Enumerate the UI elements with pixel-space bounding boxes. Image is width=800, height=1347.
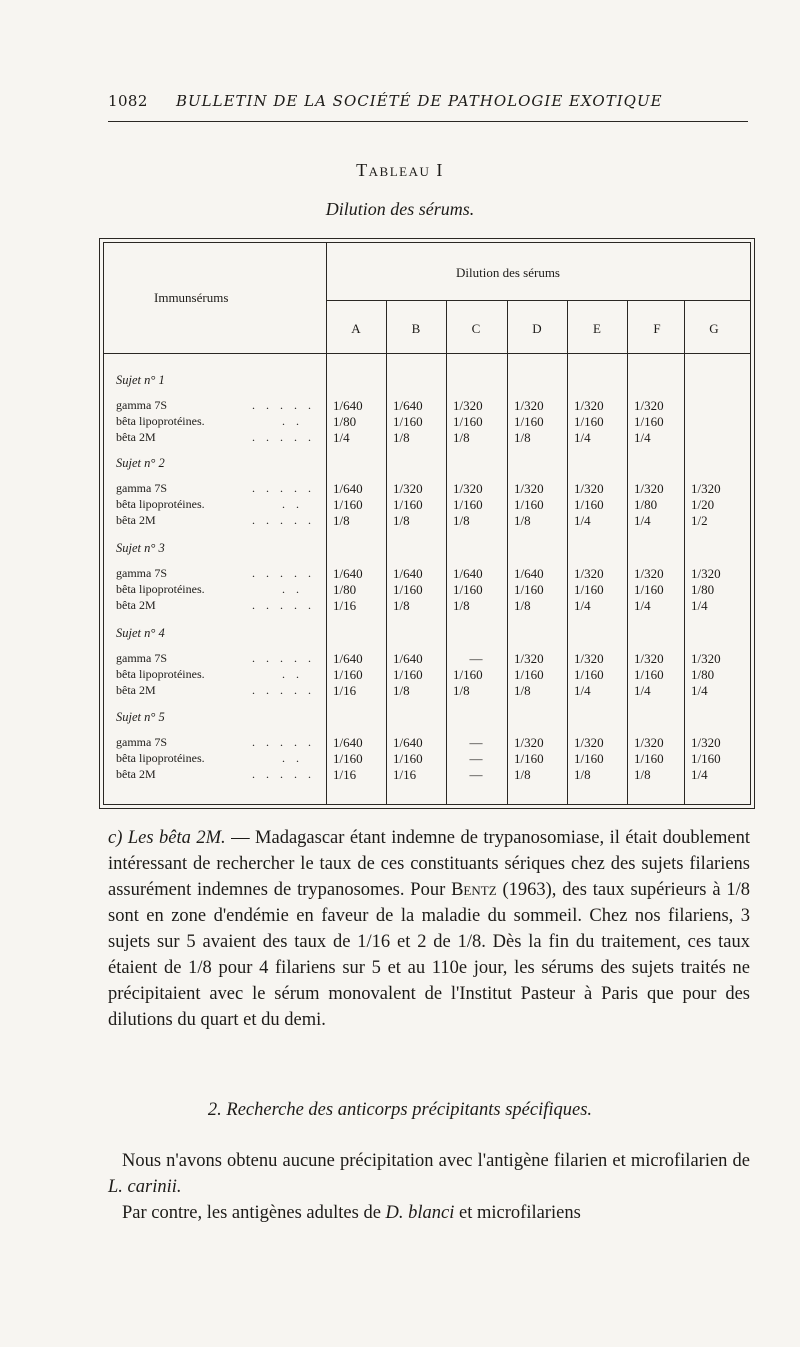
row-label: bêta lipoprotéines.	[116, 497, 205, 511]
subject-label: Sujet n° 1	[116, 373, 165, 387]
table-cell: 1/8	[453, 598, 470, 613]
table-cell: 1/160	[574, 414, 604, 429]
table-cell: 1/320	[453, 398, 483, 413]
table-cell: 1/320	[691, 735, 721, 750]
table-cell: 1/320	[634, 735, 664, 750]
table-cell: 1/8	[333, 513, 350, 528]
leader-dots: . . . . .	[252, 735, 315, 749]
subject-label: Sujet n° 3	[116, 541, 165, 555]
leader-dots: . .	[282, 667, 303, 681]
table-cell: —	[469, 767, 483, 782]
table-cell: 1/160	[574, 751, 604, 766]
column-rule	[386, 300, 387, 804]
leader-dots: . .	[282, 751, 303, 765]
table-cell: 1/80	[691, 582, 715, 597]
table-cell: 1/8	[393, 598, 410, 613]
column-header-f: F	[653, 321, 661, 336]
paragraph-text: — Madagascar étant indemne de trypanosomiase, il était doublement intéressant de rechercher le taux de ces constituants sériques chez des sujets filariens assurément indemnes de trypanosomes. Pour	[108, 828, 750, 900]
table-cell: 1/80	[634, 497, 658, 512]
table-cell: 1/160	[393, 497, 423, 512]
table-cell: 1/2	[691, 513, 708, 528]
paragraph-text: et microfilariens	[454, 1203, 581, 1223]
row-label: bêta lipoprotéines.	[116, 751, 205, 765]
subject-label: Sujet n° 2	[116, 456, 165, 470]
table-cell: 1/320	[393, 481, 423, 496]
dilution-table	[103, 242, 751, 805]
paragraph-text: Nous n'avons obtenu aucune précipitation avec l'antigène filarien et microfilarien de	[122, 1151, 750, 1171]
table-cell: 1/320	[574, 398, 604, 413]
leader-dots: . . . . .	[252, 430, 315, 444]
row-label: bêta lipoprotéines.	[116, 414, 205, 428]
leader-dots: . . . . .	[252, 566, 315, 580]
table-cell: 1/8	[453, 430, 470, 445]
table-cell: 1/8	[393, 683, 410, 698]
column-rule	[446, 300, 447, 804]
header-rule-body	[104, 353, 750, 354]
table-cell: 1/640	[333, 398, 363, 413]
table-cell: 1/160	[453, 497, 483, 512]
row-label: bêta 2M	[116, 598, 156, 612]
species-name: D. blanci	[385, 1203, 455, 1223]
table-cell: 1/320	[574, 481, 604, 496]
table-cell: 1/4	[634, 598, 651, 613]
table-cell: 1/320	[634, 398, 664, 413]
table-cell: —	[469, 651, 483, 666]
table-cell: 1/320	[634, 651, 664, 666]
table-cell: 1/160	[333, 667, 363, 682]
journal-title: BULLETIN DE LA SOCIÉTÉ DE PATHOLOGIE EXOTIQUE	[176, 92, 663, 110]
row-label: gamma 7S	[116, 735, 167, 749]
header-rule-group	[326, 300, 750, 301]
subject-label: Sujet n° 5	[116, 710, 165, 724]
table-cell: 1/4	[574, 683, 591, 698]
table-cell: 1/16	[333, 598, 357, 613]
table-cell: 1/160	[514, 751, 544, 766]
table-cell: 1/8	[514, 513, 531, 528]
paragraph-text: (1963), des taux supérieurs à 1/8 sont en zone d'endémie en faveur de la maladie du sommeil. Chez nos filariens, 3 sujets sur 5 avaient des taux de 1/16 et 2 de 1/8. Dès la fin du traitement, ces taux étaient de 1/8 pour 4 filariens sur 5 et au 110e jour, les sérums des sujets traités ne précipitaient avec le sérum monovalent de l'Institut Pasteur à Paris que pour des dilutions du quart et du demi.	[108, 880, 751, 1030]
table-cell: 1/160	[393, 414, 423, 429]
row-label: gamma 7S	[116, 398, 167, 412]
table-title: Tableau I	[356, 160, 444, 180]
author-name: Bentz	[451, 880, 497, 900]
table-cell: 1/8	[453, 513, 470, 528]
row-label: bêta 2M	[116, 513, 156, 527]
table-cell: 1/160	[514, 497, 544, 512]
table-cell: 1/160	[514, 414, 544, 429]
table-cell: 1/4	[574, 598, 591, 613]
row-label: gamma 7S	[116, 566, 167, 580]
column-header-dilution: Dilution des sérums	[456, 265, 560, 280]
table-cell: 1/640	[333, 566, 363, 581]
table-cell: 1/160	[574, 667, 604, 682]
table-cell: 1/320	[514, 735, 544, 750]
table-cell: 1/8	[514, 767, 531, 782]
leader-dots: . . . . .	[252, 683, 315, 697]
table-cell: 1/8	[634, 767, 651, 782]
row-label: bêta lipoprotéines.	[116, 667, 205, 681]
table-cell: 1/160	[453, 414, 483, 429]
table-cell: 1/320	[634, 566, 664, 581]
column-rule	[567, 300, 568, 804]
table-cell: 1/640	[333, 735, 363, 750]
table-cell: 1/160	[453, 667, 483, 682]
table-cell: 1/80	[691, 667, 715, 682]
leader-dots: . . . . .	[252, 398, 315, 412]
table-cell: 1/640	[514, 566, 544, 581]
table-cell: 1/160	[574, 497, 604, 512]
table-cell: 1/320	[574, 651, 604, 666]
table-cell: 1/16	[333, 683, 357, 698]
row-label: bêta 2M	[116, 767, 156, 781]
table-cell: 1/80	[333, 414, 357, 429]
table-cell: 1/320	[691, 651, 721, 666]
column-header-immunserums: Immunsérums	[154, 290, 229, 305]
column-header-a: A	[351, 321, 361, 336]
species-name: L. carinii.	[108, 1177, 182, 1197]
leader-dots: . . . . .	[252, 513, 315, 527]
table-cell: 1/8	[393, 430, 410, 445]
table-cell: 1/160	[634, 582, 664, 597]
leader-dots: . .	[282, 414, 303, 428]
subject-label: Sujet n° 4	[116, 626, 165, 640]
column-rule	[684, 300, 685, 804]
table-cell: 1/320	[634, 481, 664, 496]
column-header-c: C	[471, 321, 481, 336]
table-subtitle: Dilution des sérums.	[325, 199, 475, 219]
table-cell: 1/20	[691, 497, 715, 512]
table-cell: 1/8	[574, 767, 591, 782]
column-rule	[507, 300, 508, 804]
table-cell: —	[469, 735, 483, 750]
leader-dots: . . . . .	[252, 598, 315, 612]
column-header-e: E	[593, 321, 601, 336]
section-title: 2. Recherche des anticorps précipitants spécifiques.	[207, 1100, 593, 1120]
table-cell: 1/640	[393, 735, 423, 750]
table-cell: 1/16	[333, 767, 357, 782]
table-cell: —	[469, 751, 483, 766]
table-cell: 1/640	[333, 481, 363, 496]
row-label: bêta 2M	[116, 683, 156, 697]
column-header-d: D	[532, 321, 542, 336]
header-rule	[108, 121, 748, 122]
table-cell: 1/80	[333, 582, 357, 597]
table-cell: 1/160	[333, 751, 363, 766]
column-rule	[326, 243, 327, 804]
table-cell: 1/320	[691, 481, 721, 496]
table-cell: 1/8	[453, 683, 470, 698]
table-cell: 1/640	[393, 566, 423, 581]
table-cell: 1/8	[514, 683, 531, 698]
table-cell: 1/160	[574, 582, 604, 597]
table-cell: 1/16	[393, 767, 417, 782]
row-label: bêta lipoprotéines.	[116, 582, 205, 596]
table-cell: 1/640	[333, 651, 363, 666]
table-cell: 1/160	[393, 667, 423, 682]
leader-dots: . . . . .	[252, 767, 315, 781]
table-cell: 1/4	[634, 430, 651, 445]
paragraph-text: Par contre, les antigènes adultes de	[122, 1203, 386, 1223]
column-rule	[627, 300, 628, 804]
column-header-g: G	[709, 321, 719, 336]
leader-dots: . .	[282, 582, 303, 596]
row-label: gamma 7S	[116, 481, 167, 495]
table-cell: 1/160	[333, 497, 363, 512]
table-cell: 1/4	[634, 683, 651, 698]
leader-dots: . .	[282, 497, 303, 511]
table-cell: 1/160	[634, 667, 664, 682]
table-cell: 1/4	[691, 767, 708, 782]
table-cell: 1/320	[574, 566, 604, 581]
table-cell: 1/640	[393, 398, 423, 413]
table-cell: 1/160	[453, 582, 483, 597]
table-cell: 1/4	[574, 513, 591, 528]
table-cell: 1/4	[691, 598, 708, 613]
row-label: bêta 2M	[116, 430, 156, 444]
table-cell: 1/8	[514, 598, 531, 613]
paragraph-blanci	[108, 1200, 750, 1226]
table-cell: 1/160	[634, 414, 664, 429]
leader-dots: . . . . .	[252, 481, 315, 495]
paragraph-beta2m	[108, 825, 750, 1033]
table-cell: 1/320	[514, 651, 544, 666]
table-cell: 1/320	[514, 481, 544, 496]
table-cell: 1/4	[634, 513, 651, 528]
leader-dots: . . . . .	[252, 651, 315, 665]
table-cell: 1/4	[574, 430, 591, 445]
paragraph-carinii	[108, 1148, 750, 1200]
table-cell: 1/640	[393, 651, 423, 666]
table-cell: 1/160	[393, 582, 423, 597]
paragraph-lead: c) Les bêta 2M.	[108, 828, 226, 848]
table-cell: 1/4	[333, 430, 350, 445]
table-cell: 1/320	[514, 398, 544, 413]
table-cell: 1/160	[393, 751, 423, 766]
page-number: 1082	[108, 92, 148, 110]
table-cell: 1/320	[691, 566, 721, 581]
table-cell: 1/160	[691, 751, 721, 766]
column-header-b: B	[411, 321, 421, 336]
table-cell: 1/8	[393, 513, 410, 528]
table-cell: 1/160	[634, 751, 664, 766]
table-cell: 1/8	[514, 430, 531, 445]
row-label: gamma 7S	[116, 651, 167, 665]
table-cell: 1/160	[514, 667, 544, 682]
table-cell: 1/320	[574, 735, 604, 750]
table-cell: 1/320	[453, 481, 483, 496]
table-cell: 1/640	[453, 566, 483, 581]
table-cell: 1/160	[514, 582, 544, 597]
table-cell: 1/4	[691, 683, 708, 698]
